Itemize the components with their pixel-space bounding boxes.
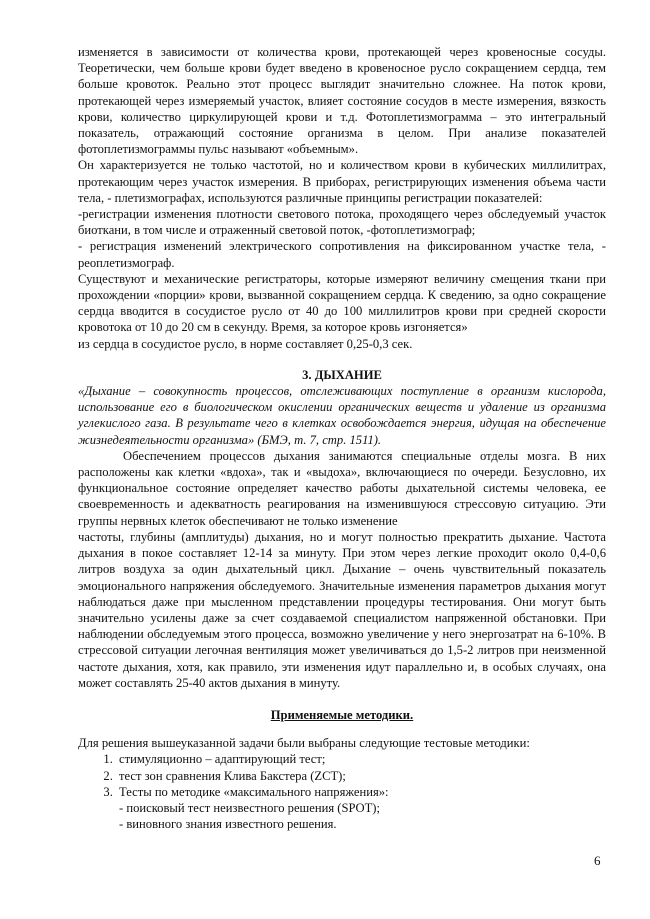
paragraph-breathing-centers: Обеспечением процессов дыхания занимаются специальные отделы мозга. В них расположены как клетки «вдоха», так и «выдоха», включающиеся по очереди. Безусловно, их функциональное состояние определяет качество работы дыхательной системы человека, ее своевременность и адекватность реагирования на изменившуюся стрессовую ситуацию. Эти группы нервных клеток обеспечивают не только изменение: [78, 448, 606, 528]
paragraph-photoplethysmograph: -регистрации изменения плотности светового потока, проходящего через обследуемый участок биоткани, в том числе и отраженный световой поток, -фотоплетизмограф;: [78, 207, 606, 238]
paragraph-ejection-time: из сердца в сосудистое русло, в норме составляет 0,25-0,3 сек.: [78, 336, 413, 351]
paragraph-rheoplethysmograph: - регистрация изменений электрического сопротивления на фиксированном участке тела, - реоплетизмограф.: [78, 239, 606, 270]
breathing-definition-quote: «Дыхание – совокупность процессов, отслеживающих поступление в организм кислорода, использование его в биологическом окислении органических веществ и удаление из организма углекислого газа. В результате чего в клетках освобождается энергия, идущая на обеспечение жизнедеятельности организма» (БМЭ, т. 7, стр. 1511).: [78, 384, 606, 447]
list-item: 1. стимуляционно – адаптирующий тест;: [116, 751, 606, 767]
list-item: 3. Тесты по методике «максимального напряжения»:: [116, 784, 606, 800]
list-item: 2. тест зон сравнения Клива Бакстера (ZCT);: [116, 768, 606, 784]
methods-title: Применяемые методики.: [270, 707, 414, 722]
sub-list-item: - поисковый тест неизвестного решения (SPOT);: [119, 800, 380, 815]
section-heading-breathing: 3. ДЫХАНИЕ: [302, 367, 382, 382]
methods-intro: Для решения вышеуказанной задачи были выбраны следующие тестовые методики:: [78, 736, 530, 751]
paragraph-volume-pulse: Он характеризуется не только частотой, но и количеством крови в кубических миллилитрах, протекающим через участок измерения. В приборах, регистрирующих изменения объема части тела, - плетизмографах, используются различные принципы регистрации показателей:: [78, 158, 606, 205]
paragraph-breathing-parameters: частоты, глубины (амплитуды) дыхания, но и могут полностью прекратить дыхание. Частота дыхания в покое составляет 12-14 за минуту. При этом через легкие проходит около 0,4-0,6 литров воздуха за один дыхательный цикл. Дыхание – очень чувствительный показатель эмоционального напряжения обследуемого. Значительные изменения параметров дыхания могут наблюдаться даже при мысленном представлении процедуры тестирования. Они могут быть значительно усилены даже за счет создаваемой специалистом напряженной обстановки. При наблюдении обследуемым этого процесса, возможно увеличение у него энергозатрат на 6-10%. В стрессовой ситуации легочная вентиляция может увеличиваться до 1,5-2 литров при неизменной частоте дыхания, хотя, как правило, эти изменения идут параллельно и, в особых случаях, она может составлять 25-40 актов дыхания в минуту.: [78, 529, 606, 690]
page-body: [78, 44, 606, 832]
paragraph-photoplethysmogram: изменяется в зависимости от количества крови, протекающей через кровеносные сосуды. Теоретически, чем больше крови будет введено в кровеносное русло сокращением сердца, тем больше кровоток. Реально этот процесс выглядит значительно сложнее. На поток крови, протекающей через измеряемый участок, влияет состояние сосудов в месте измерения, вязкость крови, количество циркулирующей крови и т.д. Фотоплетизмограмма – это интегральный показатель, отражающий состояние организма в целом. При анализе показателей фотоплетизмограммы пульс называют «объемным».: [78, 45, 606, 157]
sub-list-item: - виновного знания известного решения.: [119, 817, 337, 832]
paragraph-mechanical-registrators: Существуют и механические регистраторы, которые измеряют величину смещения ткани при прохождении «порции» крови, вызванной сокращением сердца. К сведению, за одно сокращение сердца вводится в сосудистое русло от 40 до 100 миллилитров крови при средней скорости кровотока от 10 до 20 см в секунду. Время, за которое кровь изгоняется»: [78, 271, 606, 335]
methods-list: [78, 751, 606, 800]
page-number: 6: [594, 853, 601, 868]
